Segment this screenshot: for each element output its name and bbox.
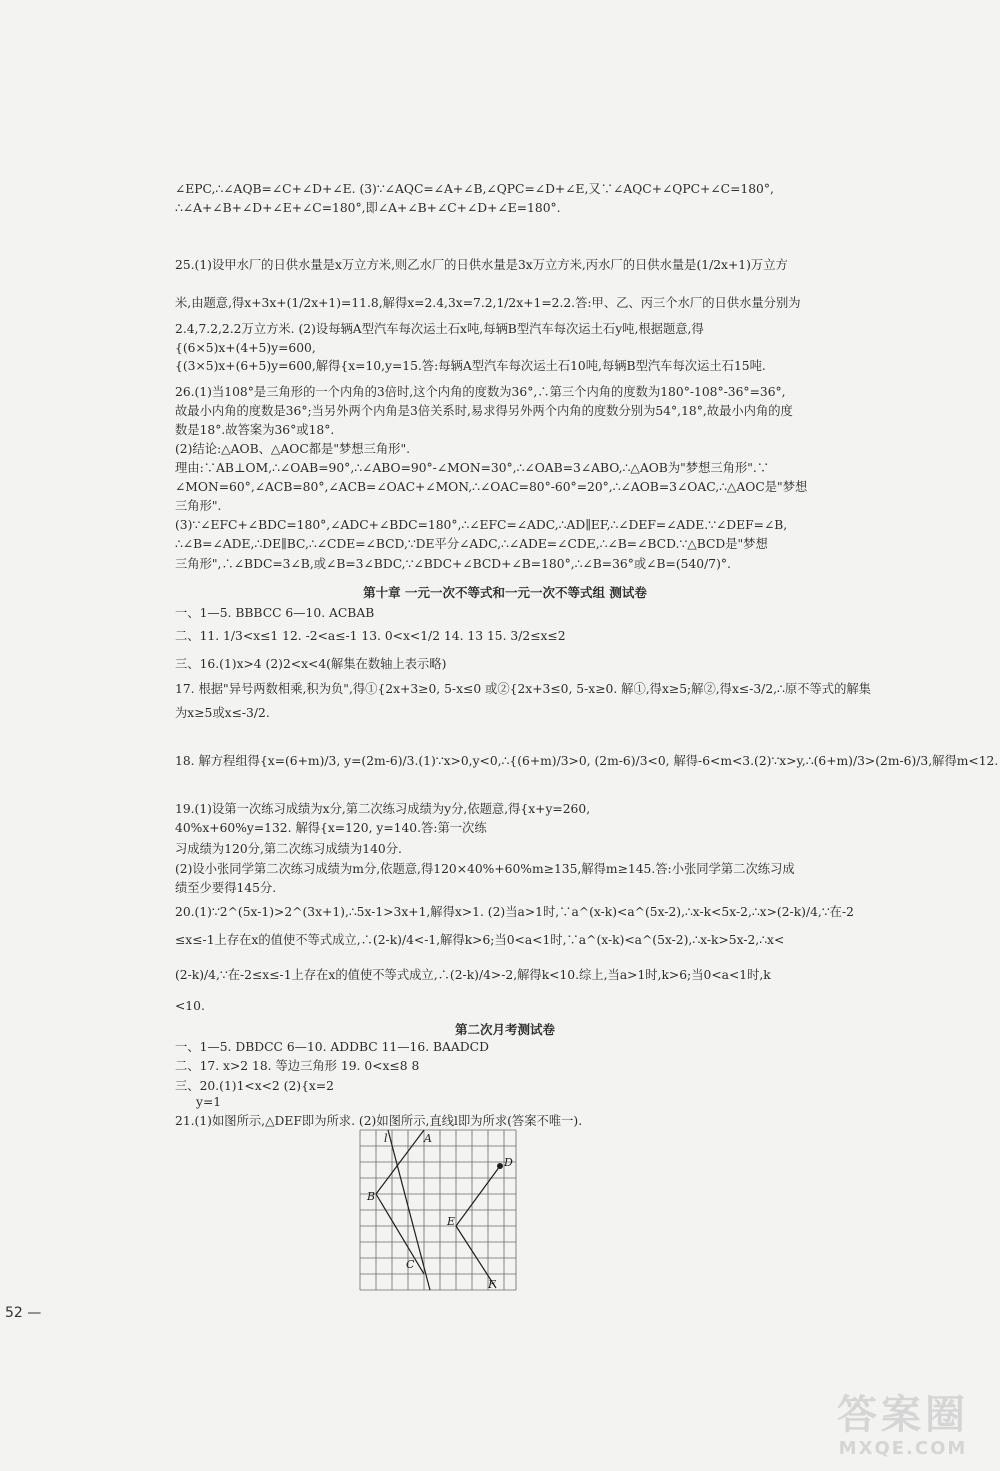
label-f: F [488,1278,496,1291]
text-line: ∠MON=60°,∠ACB=80°,∠ACB=∠OAC+∠MON,∴∠OAC=80°-60°=20°,∴∠AOB=3∠OAC,∴△AOC是"梦想 [175,480,808,494]
text-line: 一、1—5. BBBCC 6—10. ACBAB [175,606,375,620]
point-d [497,1163,503,1169]
text-line: 一、1—5. DBDCC 6—10. ADDBC 11—16. BAADCD [175,1040,489,1054]
text-line: 2.4,7.2,2.2万立方米. (2)设每辆A型汽车每次运土石x吨,每辆B型汽车每次运土石y吨,根据题意,得 [175,322,704,336]
text-line: 40%x+60%y=132. 解得{x=120, y=140.答:第一次练 [175,821,487,835]
text-line: <10. [175,999,205,1013]
section-heading-chapter10: 第十章 一元一次不等式和一元一次不等式组 测试卷 [363,585,647,600]
text-line: 绩至少要得145分. [175,881,277,895]
text-line: 三、16.(1)x>4 (2)2<x<4(解集在数轴上表示略) [175,657,447,671]
text-line: {(6×5)x+(4+5)y=600, [175,341,316,355]
grid-lines [360,1130,516,1290]
label-e: E [447,1215,456,1228]
grid-figure [358,1128,518,1293]
text-line: 数是18°.故答案为36°或18°. [175,423,335,437]
text-line: 18. 解方程组得{x=(6+m)/3, y=(2m-6)/3.(1)∵x>0,y<0,∴{(6+m)/3>0, (2m-6)/3<0, 解得-6<m<3.(2)∵x>y,∴(6+m)/3>(2m-6)/3,解得m<12. [175,754,999,768]
watermark [818,1392,988,1459]
section-heading-month2: 第二次月考测试卷 [454,1022,555,1037]
text-line: y=1 [196,1095,222,1109]
text-line: 25.(1)设甲水厂的日供水量是x万立方米,则乙水厂的日供水量是3x万立方米,丙水厂的日供水量是(1/2x+1)万立方 [175,258,788,272]
segment-de [456,1166,500,1226]
label-l: l [384,1132,388,1145]
segment-bc [376,1194,424,1274]
label-a: A [424,1132,432,1145]
text-line: 故最小内角的度数是36°;当另外两个内角是3倍关系时,易求得另外两个内角的度数分别为54°,18°,故最小内角的度 [175,404,793,418]
label-b: B [367,1190,376,1203]
page-number: 52 — [5,1305,42,1321]
text-line: 17. 根据"异号两数相乘,积为负",得①{2x+3≥0, 5-x≤0 或②{2x+3≤0, 5-x≥0. 解①,得x≥5;解②,得x≤-3/2,∴原不等式的解集 [175,682,871,696]
text-line: 21.(1)如图所示,△DEF即为所求. (2)如图所示,直线l即为所求(答案不唯一). [175,1114,583,1128]
text-line: 26.(1)当108°是三角形的一个内角的3倍时,这个内角的度数为36°,∴第三个内角的度数为180°-108°-36°=36°, [175,385,786,399]
text-line: {(3×5)x+(6+5)y=600,解得{x=10,y=15.答:每辆A型汽车每次运土石10吨,每辆B型汽车每次运土石15吨. [175,359,766,373]
text-line: ≤x≤-1上存在x的值使不等式成立,∴(2-k)/4<-1,解得k>6;当0<a<1时,∵a^(x-k)<a^(5x-2),∴x-k>5x-2,∴x< [175,933,785,947]
text-line: 二、17. x>2 18. 等边三角形 19. 0<x≤8 8 [175,1059,420,1073]
text-line: (2)结论:△AOB、△AOC都是"梦想三角形". [175,442,411,456]
text-line: ∴∠A+∠B+∠D+∠E+∠C=180°,即∠A+∠B+∠C+∠D+∠E=180°. [175,201,561,215]
text-line: 米,由题意,得x+3x+(1/2x+1)=11.8,解得x=2.4,3x=7.2,1/2x+1=2.2.答:甲、乙、丙三个水厂的日供水量分别为 [175,296,801,310]
text-line: 理由:∵AB⊥OM,∴∠OAB=90°,∴∠ABO=90°-∠MON=30°,∴∠OAB=3∠ABO,∴△AOB为"梦想三角形".∵ [175,461,770,475]
text-line: 19.(1)设第一次练习成绩为x分,第二次练习成绩为y分,依题意,得{x+y=260, [175,802,591,816]
text-line: 二、11. 1/3<x≤1 12. -2<a≤-1 13. 0<x<1/2 14. 13 15. 3/2≤x≤2 [175,629,566,643]
watermark-site: MXQE.COM [838,1438,968,1459]
text-line: (2-k)/4,∵在-2≤x≤-1上存在x的值使不等式成立,∴(2-k)/4>-2,解得k<10.综上,当a>1时,k>6;当0<a<1时,k [175,968,771,982]
text-line: 习成绩为120分,第二次练习成绩为140分. [175,842,402,856]
label-d: D [504,1156,513,1169]
text-line: ∠EPC,∴∠AQB=∠C+∠D+∠E. (3)∵∠AQC=∠A+∠B,∠QPC=∠D+∠E,又∵∠AQC+∠QPC+∠C=180°, [175,182,774,196]
label-c: C [406,1258,415,1271]
text-line: (2)设小张同学第二次练习成绩为m分,依题意,得120×40%+60%m≥135,解得m≥145.答:小张同学第二次练习成 [175,862,795,876]
text-line: 20.(1)∵2^(5x-1)>2^(3x+1),∴5x-1>3x+1,解得x>1. (2)当a>1时,∵a^(x-k)<a^(5x-2),∴x-k<5x-2,∴x>(2-k)/4,∵在-2 [175,905,854,919]
text-line: ∴∠B=∠ADE,∴DE∥BC,∴∠CDE=∠BCD,∵DE平分∠ADC,∴∠ADE=∠CDE,∴∠B=∠BCD.∵△BCD是"梦想 [175,537,768,551]
text-line: 为x≥5或x≤-3/2. [175,706,270,720]
watermark-main: 答案圈 [837,1392,969,1438]
text-line: 三、20.(1)1<x<2 (2){x=2 [175,1079,334,1093]
text-line: (3)∵∠EFC+∠BDC=180°,∠ADC+∠BDC=180°,∴∠EFC=∠ADC,∴AD∥EF,∴∠DEF=∠ADE.∵∠DEF=∠B, [175,518,788,532]
text-line: 三角形",∴∠BDC=3∠B,或∠B=3∠BDC,∵∠BDC+∠BCD+∠B=180°,∴∠B=36°或∠B=(540/7)°. [175,557,731,571]
text-line: 三角形". [175,499,222,513]
